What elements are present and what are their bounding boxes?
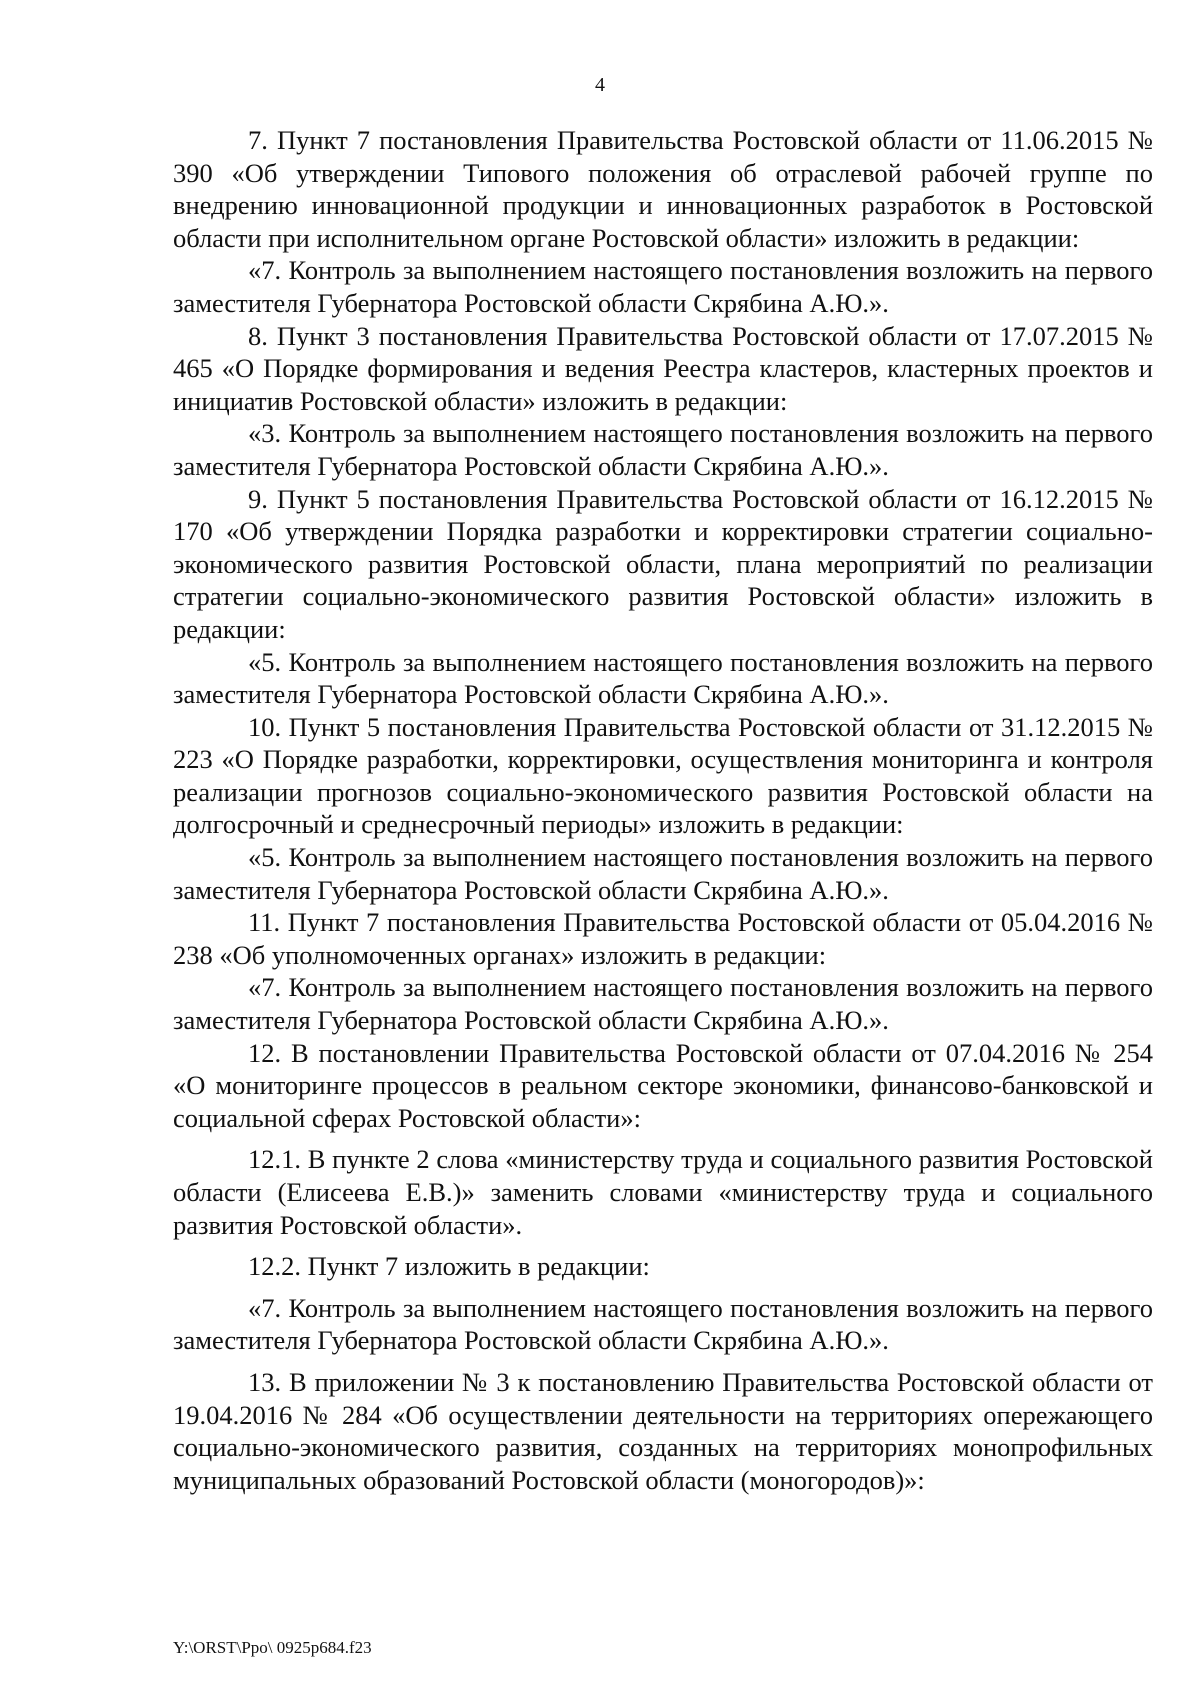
paragraph-10-quote: «5. Контроль за выполнением настоящего постановления возложить на первого заместителя Губернатора Ростовской области Скрябина А.Ю.».: [173, 842, 1153, 905]
paragraph-7-quote: «7. Контроль за выполнением настоящего постановления возложить на первого заместителя Губернатора Ростовской области Скрябина А.Ю.».: [173, 255, 1153, 318]
paragraph-12-2-quote: «7. Контроль за выполнением настоящего постановления возложить на первого заместителя Губернатора Ростовской области Скрябина А.Ю.».: [173, 1292, 1153, 1356]
page-number: 4: [595, 74, 605, 96]
paragraph-9: 9. Пункт 5 постановления Правительства Ростовской области от 16.12.2015 № 170 «Об утверждении Порядка разработки и корректировки стратегии социально-экономического развития Ростовской области, плана мероприятий по реализации стратегии социально-экономического развития Ростовской области» изложить в редакции:: [173, 483, 1153, 644]
paragraph-12-1: 12.1. В пункте 2 слова «министерству труда и социального развития Ростовской области (Елисеева Е.В.)» заменить словами «министерству труда и социального развития Ростовской области».: [173, 1144, 1153, 1240]
paragraph-9-quote: «5. Контроль за выполнением настоящего постановления возложить на первого заместителя Губернатора Ростовской области Скрябина А.Ю.».: [173, 646, 1153, 710]
paragraph-11-quote: «7. Контроль за выполнением настоящего постановления возложить на первого заместителя Губернатора Ростовской области Скрябина А.Ю.».: [173, 972, 1153, 1036]
paragraph-7: 7. Пункт 7 постановления Правительства Ростовской области от 11.06.2015 № 390 «Об утверждении Типового положения об отраслевой рабочей группе по внедрению инновационной продукции и инновационных разработок в Ростовской области при исполнительном органе Ростовской области» изложить в редакции:: [173, 125, 1153, 253]
document-body: [173, 124, 1153, 1496]
paragraph-12-2: 12.2. Пункт 7 изложить в редакции:: [248, 1251, 650, 1282]
paragraph-11: 11. Пункт 7 постановления Правительства Ростовской области от 05.04.2016 № 238 «Об уполномоченных органах» изложить в редакции:: [173, 907, 1153, 970]
paragraph-12: 12. В постановлении Правительства Ростовской области от 07.04.2016 № 254 «О мониторинге процессов в реальном секторе экономики, финансово-банковской и социальной сферах Ростовской области»:: [173, 1037, 1153, 1133]
paragraph-8: 8. Пункт 3 постановления Правительства Ростовской области от 17.07.2015 № 465 «О Порядке формирования и ведения Реестра кластеров, кластерных проектов и инициатив Ростовской области» изложить в редакции:: [173, 320, 1153, 416]
file-path-footer: Y:\ORST\Ppo\ 0925p684.f23: [173, 1638, 372, 1657]
paragraph-10: 10. Пункт 5 постановления Правительства Ростовской области от 31.12.2015 № 223 «О Порядке разработки, корректировки, осуществления мониторинга и контроля реализации прогнозов социально-экономического развития Ростовской области на долгосрочный и среднесрочный периоды» изложить в редакции:: [173, 711, 1153, 840]
paragraph-8-quote: «3. Контроль за выполнением настоящего постановления возложить на первого заместителя Губернатора Ростовской области Скрябина А.Ю.».: [173, 418, 1153, 481]
paragraph-13: 13. В приложении № 3 к постановлению Правительства Ростовской области от 19.04.2016 № 284 «Об осуществлении деятельности на территориях опережающего социально-экономического развития, созданных на территориях монопрофильных муниципальных образований Ростовской области (моногородов)»:: [173, 1366, 1153, 1495]
